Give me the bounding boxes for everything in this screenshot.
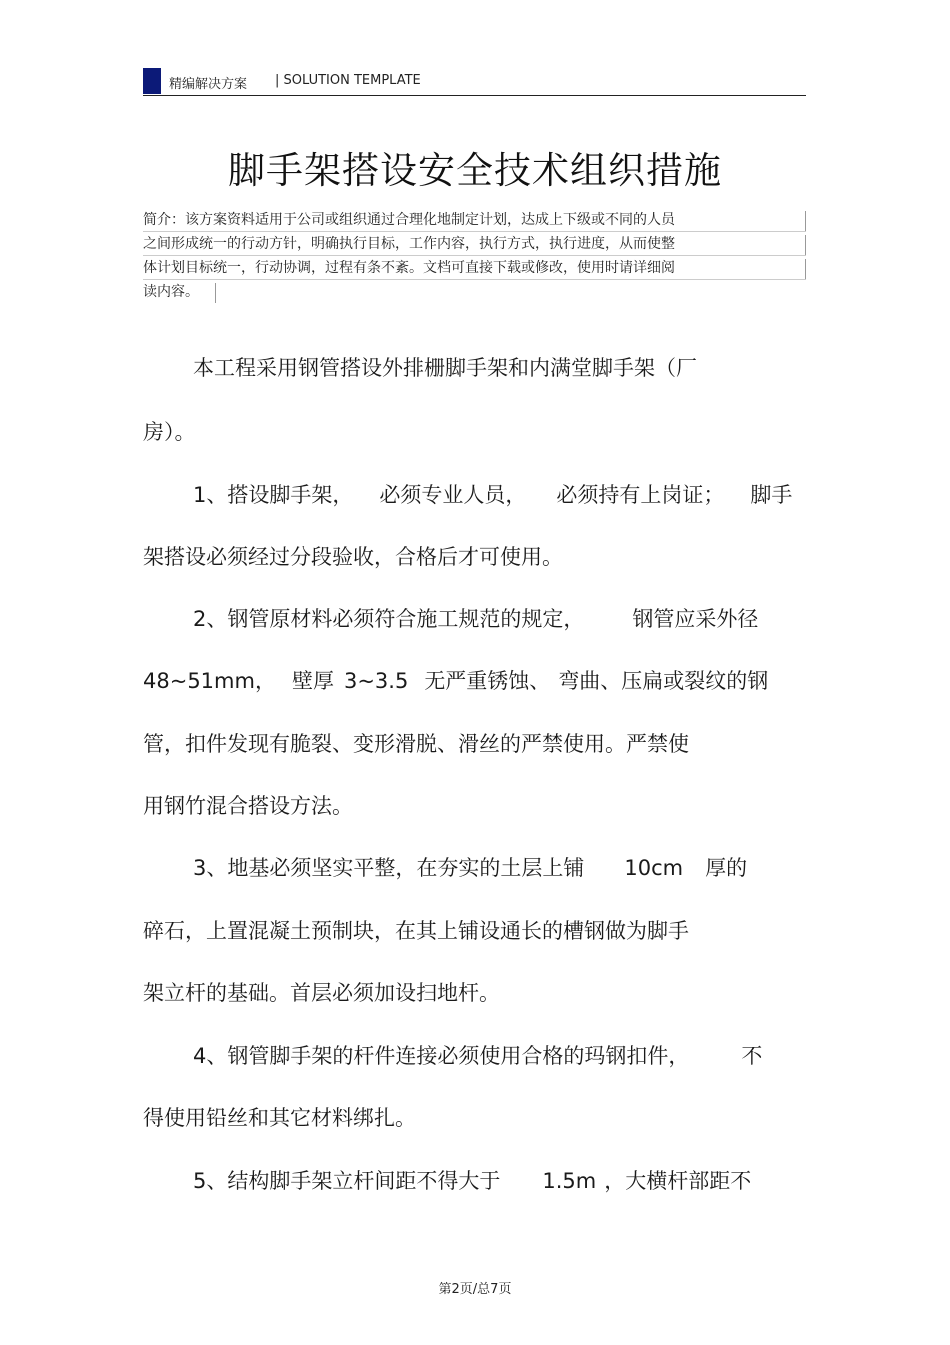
body-text: 厚的 bbox=[705, 856, 748, 880]
body-text: 碎石，上置混凝土预制块，在其上铺设通长的槽钢做为脚手 bbox=[143, 919, 689, 943]
document-title: 脚手架搭设安全技术组织措施 bbox=[228, 149, 722, 192]
body-text: 48~51mm， bbox=[143, 669, 276, 693]
body-line bbox=[143, 479, 856, 509]
body-text: 无严重锈蚀、 bbox=[424, 669, 551, 693]
body-text: 5、结构脚手架立杆间距不得大于 bbox=[193, 1169, 501, 1193]
intro-text: 体计划目标统一，行动协调，过程有条不紊。文档可直接下载或修改，使用时请详细阅 bbox=[143, 260, 675, 276]
body-text: 本工程采用钢管搭设外排栅脚手架和内满堂脚手架（厂 bbox=[193, 356, 697, 380]
body-line bbox=[143, 1102, 806, 1132]
body-line bbox=[143, 603, 856, 633]
intro-text: 读内容。 bbox=[143, 284, 199, 300]
body-text: 钢管应采外径 bbox=[632, 607, 759, 631]
template-label: | SOLUTION TEMPLATE bbox=[275, 73, 421, 88]
body-text: 架搭设必须经过分段验收，合格后才可使用。 bbox=[143, 545, 563, 569]
body-line bbox=[143, 665, 806, 695]
body-text: 壁厚 bbox=[291, 669, 334, 693]
body-text: 1、搭设脚手架， bbox=[193, 483, 354, 507]
body-text: 房）。 bbox=[143, 420, 196, 444]
page-number: 第2页/总7页 bbox=[438, 1282, 512, 1297]
body-line bbox=[143, 416, 806, 446]
body-text: ，大横杆部距不 bbox=[604, 1169, 752, 1193]
body-line bbox=[143, 728, 806, 758]
body-line bbox=[143, 852, 856, 882]
intro-text: 之间形成统一的行动方针，明确执行目标，工作内容，执行方式，执行进度，从而使整 bbox=[143, 236, 675, 252]
body-text: 得使用铅丝和其它材料绑扎。 bbox=[143, 1106, 416, 1130]
body-text: 必须持有上岗证； bbox=[556, 483, 725, 507]
brand-logo-icon bbox=[143, 68, 161, 94]
page-header bbox=[143, 66, 806, 96]
body-text: 2、钢管原材料必须符合施工规范的规定， bbox=[193, 607, 585, 631]
intro-line bbox=[143, 256, 806, 280]
body-text: 脚手 bbox=[750, 483, 793, 507]
body-text: 必须专业人员， bbox=[379, 483, 527, 507]
body-line bbox=[143, 352, 856, 382]
body-text: 不 bbox=[741, 1044, 763, 1068]
body-text: 3、地基必须坚实平整，在夯实的土层上铺 bbox=[193, 856, 585, 880]
body-text: 架立杆的基础。首层必须加设扫地杆。 bbox=[143, 981, 500, 1005]
intro-line bbox=[143, 208, 806, 232]
body-line bbox=[143, 915, 806, 945]
intro-box bbox=[143, 208, 806, 304]
body-line bbox=[143, 1040, 856, 1070]
body-line bbox=[143, 541, 806, 571]
body-line bbox=[143, 977, 806, 1007]
intro-text: 简介：该方案资料适用于公司或组织通过合理化地制定计划，达成上下级或不同的人员 bbox=[143, 212, 675, 228]
header-divider bbox=[143, 95, 806, 96]
body-text: 用钢竹混合搭设方法。 bbox=[143, 794, 353, 818]
body-text: 10cm bbox=[624, 856, 684, 880]
body-line bbox=[143, 790, 806, 820]
intro-line bbox=[143, 280, 806, 304]
body-text: 弯曲、压扁或裂纹的钢 bbox=[558, 669, 769, 693]
body-text: 管，扣件发现有脆裂、变形滑脱、滑丝的严禁使用。严禁使 bbox=[143, 732, 689, 756]
intro-line bbox=[143, 232, 806, 256]
body-text: 1.5m bbox=[542, 1169, 597, 1193]
body-line bbox=[143, 1165, 856, 1195]
body-text: 4、钢管脚手架的杆件连接必须使用合格的玛钢扣件， bbox=[193, 1044, 690, 1068]
brand-name: 精编解决方案 bbox=[169, 77, 248, 92]
body-text: 3~3.5 bbox=[343, 669, 409, 693]
